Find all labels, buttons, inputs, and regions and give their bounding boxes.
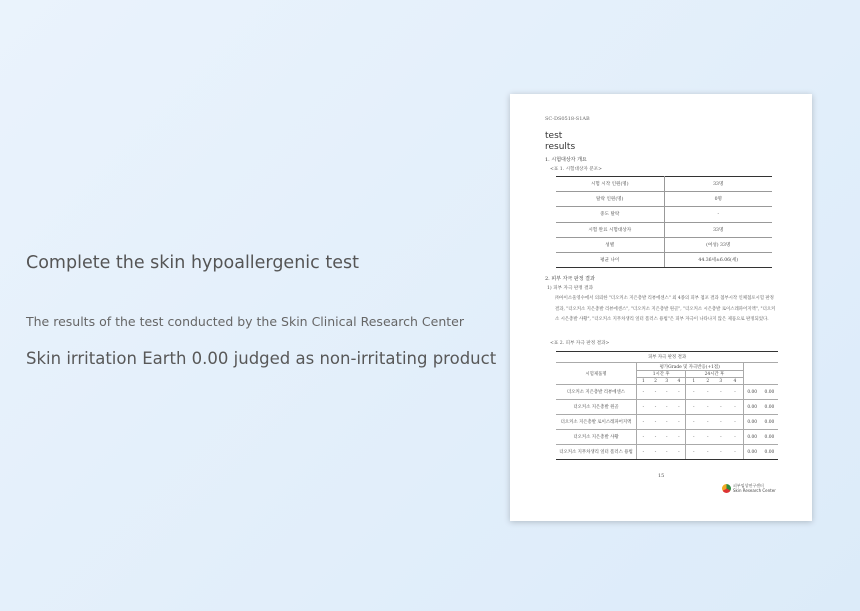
subline: The results of the test conducted by the Skin Clinical Research Center (26, 314, 464, 329)
reaction-mark: - (637, 385, 650, 400)
reaction-mark: - (650, 445, 661, 460)
reaction-mark: - (637, 445, 650, 460)
table-1-row (556, 237, 772, 252)
table-1-value: 33명 (664, 222, 772, 237)
product-name: 더오커소 지무차생리 얼터 폼러스 용법 (556, 445, 637, 460)
logo-line-2: Skin Research Center (733, 487, 776, 493)
page-number: 15 (658, 473, 665, 479)
irritation-score-2: 0.00 (761, 400, 778, 415)
table-2-row (556, 445, 778, 460)
reaction-mark: - (661, 415, 672, 430)
reaction-mark: - (650, 385, 661, 400)
reaction-mark: - (686, 400, 701, 415)
table-1-label: 탈락 인원(명) (556, 192, 664, 207)
table-2-grade: 2 (650, 378, 661, 385)
headline: Complete the skin hypoallergenic test (26, 253, 359, 273)
reaction-mark: - (672, 415, 685, 430)
table-1-value: 33명 (664, 177, 772, 192)
results-paragraph: ㈜아이소울영수에서 의뢰한 "더오커소 지은총발 리뷰에센스" 외 4종의 피부 첩포 결과 첩부시작 인체첩포시험 판정 결과, "더오커소 지은총발 리뷰에센스", "더오커소 지은총발 원골", "더오커소 시은총발 로이스레파어지액", "더오커소 시은총발 샤황", "더오커소 지무차생리 얼터 폼러스 용법"은 피부 자극이 나타나지 않은 제품으로 판정되었다. (555, 296, 776, 322)
irritation-score-1: 0.00 (743, 445, 761, 460)
test-report-document (510, 94, 812, 521)
reaction-mark: - (714, 415, 727, 430)
reaction-mark: - (686, 385, 701, 400)
logo-mark-icon (722, 484, 731, 493)
irritation-score-1: 0.00 (743, 415, 761, 430)
document-title: test results (545, 131, 576, 152)
irritation-score-2: 0.00 (761, 430, 778, 445)
reaction-mark: - (701, 430, 714, 445)
reaction-mark: - (714, 430, 727, 445)
reaction-mark: - (650, 415, 661, 430)
table-2-grade: 1 (686, 378, 701, 385)
table-2-grade: 3 (661, 378, 672, 385)
reaction-mark: - (714, 400, 727, 415)
reaction-mark: - (686, 415, 701, 430)
reaction-mark: - (701, 415, 714, 430)
product-name: 더오커소 지은총발 원골 (556, 400, 637, 415)
section-2-subheading: 1) 피부 자극 판정 결과 (547, 286, 594, 291)
reaction-mark: - (727, 385, 743, 400)
irritation-score-2: 0.00 (761, 385, 778, 400)
reaction-mark: - (701, 445, 714, 460)
reaction-mark: - (727, 430, 743, 445)
table-1-label: 중도 탈락 (556, 207, 664, 222)
reaction-mark: - (701, 400, 714, 415)
reaction-mark: - (727, 445, 743, 460)
table-2-header-name: 시험제품명 (556, 363, 637, 385)
reaction-mark: - (661, 430, 672, 445)
irritation-score-2: 0.00 (761, 415, 778, 430)
table-1-row (556, 222, 772, 237)
reaction-mark: - (727, 400, 743, 415)
table-2-row (556, 385, 778, 400)
table-2-row (556, 400, 778, 415)
table-1-label: 시험 완료 시험대상자 (556, 222, 664, 237)
logo-line-1: 피부임상연구센터 (733, 483, 764, 489)
section-1-heading: 1. 시험대상자 개요 (545, 157, 587, 163)
reaction-mark: - (672, 430, 685, 445)
product-name: 더오커소 지은총발 로이스레파어지액 (556, 415, 637, 430)
table-2-header-24h: 24시간 후 (686, 371, 743, 378)
reaction-mark: - (672, 400, 685, 415)
reaction-mark: - (637, 415, 650, 430)
irritation-score-1: 0.00 (743, 385, 761, 400)
reaction-mark: - (661, 385, 672, 400)
reaction-mark: - (637, 400, 650, 415)
reaction-mark: - (672, 385, 685, 400)
research-center-logo (722, 484, 776, 493)
irritation-score-1: 0.00 (743, 400, 761, 415)
reaction-mark: - (714, 445, 727, 460)
table-1-value: - (664, 207, 772, 222)
product-name: 더오커소 지은총발 리뷰에센스 (556, 385, 637, 400)
table-1-row (556, 192, 772, 207)
table-1-value: 44.36세±6.06(세) (664, 252, 772, 267)
table-2-header-1h: 1시간 후 (637, 371, 686, 378)
table-2-grade: 4 (727, 378, 743, 385)
section-2-heading: 2. 피부 자극 판정 결과 (545, 276, 595, 282)
table-1-label: 평균 나이 (556, 252, 664, 267)
reaction-mark: - (714, 385, 727, 400)
irritation-claim: Skin irritation Earth 0.00 judged as non-irritating product (26, 349, 497, 368)
reaction-mark: - (686, 445, 701, 460)
irritation-results-table (556, 351, 778, 460)
reaction-mark: - (727, 415, 743, 430)
table-2-grade: 2 (701, 378, 714, 385)
table-2-grade: 3 (714, 378, 727, 385)
table-2-row (556, 430, 778, 445)
reaction-mark: - (686, 430, 701, 445)
table-1-row (556, 207, 772, 222)
table-1-value: 0명 (664, 192, 772, 207)
reaction-mark: - (701, 385, 714, 400)
table-2-row (556, 415, 778, 430)
table-2-header-top: 피부 자극 판정 결과 (556, 352, 778, 363)
table-1-row (556, 252, 772, 267)
table-2-caption: <표 2. 피부 자극 판정 결과> (550, 341, 610, 346)
table-1-caption: <표 1. 시험대상자 분포> (550, 167, 602, 172)
reaction-mark: - (661, 400, 672, 415)
irritation-score-1: 0.00 (743, 430, 761, 445)
reaction-mark: - (672, 445, 685, 460)
subject-distribution-table (556, 176, 772, 268)
table-2-grade: 4 (672, 378, 685, 385)
table-1-label: 성별 (556, 237, 664, 252)
reaction-mark: - (650, 400, 661, 415)
irritation-score-2: 0.00 (761, 445, 778, 460)
table-2-grade: 1 (637, 378, 650, 385)
product-name: 더오커소 지은총발 샤황 (556, 430, 637, 445)
reaction-mark: - (661, 445, 672, 460)
table-1-row (556, 177, 772, 192)
table-1-label: 시험 시작 인원(명) (556, 177, 664, 192)
table-2-header-grade: 평가Grade 및 자극반응(+1점) (637, 363, 744, 371)
document-code: SC-DS0518-S1AB (545, 116, 590, 122)
table-1-value: (여성) 33명 (664, 237, 772, 252)
reaction-mark: - (637, 430, 650, 445)
reaction-mark: - (650, 430, 661, 445)
